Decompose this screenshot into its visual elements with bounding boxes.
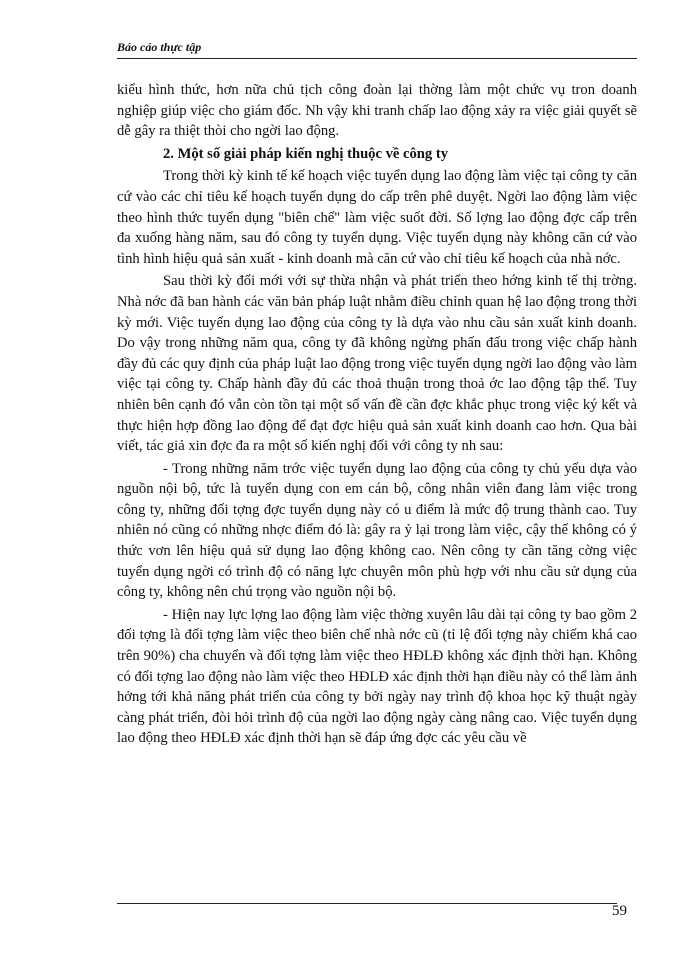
paragraph-workforce: - Hiện nay lực lợng lao động làm việc thờng xuyên lâu dài tại công ty bao gồm 2 đối tợng là đối tợng làm việc theo biên chế nhà nớc cũ (tỉ lệ đối tợng này chiếm khá cao trên 90%) cha chuyển và đối tợng làm việc theo HĐLĐ không xác định thời hạn. Không có đối tợng lao động nào làm việc theo HĐLĐ xác định thời hạn điều này có thể làm ảnh hởng tới khả năng phát triển của công ty bởi ngày nay trình độ khoa học kỹ thuật ngày càng phát triển, đòi hỏi trình độ của ngời lao động ngày càng nâng cao. Việc tuyển dụng lao động theo HĐLĐ xác định thời hạn sẽ đáp ứng đợc các yêu cầu về: [117, 606, 637, 747]
page-header-title: Báo cáo thực tập: [117, 40, 202, 54]
paragraph-internal-recruitment: - Trong những năm trớc việc tuyển dụng lao động của công ty chủ yếu dựa vào nguồn nội bộ, tức là tuyển dụng con em cán bộ, công nhân viên đang làm việc trong công ty, những đối tợng đợc tuyển dụng này có u điểm là mức độ trung thành cao. Tuy nhiên nó cũng có những nhợc điểm đó là: gây ra ỷ lại trong làm việc, cậy thế không có ý thức vơn lên hiệu quả sử dụng lao động không cao. Nên công ty cần tăng cờng việc tuyển dụng ngời có trình độ có năng lực chuyên môn phù hợp với nhu cầu sử dụng của công ty, không nên chú trọng vào nguồn nội bộ.: [117, 460, 637, 601]
paragraph-planned-economy: Trong thời kỳ kinh tế kế hoạch việc tuyển dụng lao động làm việc tại công ty căn cứ vào các chỉ tiêu kế hoạch tuyển dụng do cấp trên phê duyệt. Ngời lao động làm việc theo hình thức tuyển dụng "biên chế" làm việc suốt đời. Số lợng lao động đợc cấp trên đa xuống hàng năm, sau đó công ty tuyển dụng. Việc tuyển dụng này không căn cứ vào tình hình hiệu quả sản xuất - kinh doanh mà căn cứ vào chỉ tiêu kế hoạch của nhà nớc.: [117, 168, 637, 267]
section-heading: 2. Một số giải pháp kiến nghị thuộc về công ty: [163, 145, 449, 162]
page-number: 59: [612, 903, 627, 919]
header-divider: [117, 58, 637, 59]
document-body: [117, 80, 637, 749]
paragraph-reform-period: Sau thời kỳ đổi mới với sự thừa nhận và phát triển theo hớng kinh tế thị trờng. Nhà nớc đã ban hành các văn bản pháp luật nhằm điều chỉnh quan hệ lao động trong thời kỳ mới. Việc tuyển dụng lao động của công ty là dựa vào nhu cầu sản xuất kinh doanh. Do vậy trong những năm qua, công ty đã không ngừng phấn đấu trong việc chấp hành đầy đủ các quy định của pháp luật lao động trong việc tuyển dụng ngời lao động vào làm việc tại công ty. Chấp hành đầy đủ các thoả thuận trong thoả ớc lao động tập thể. Tuy nhiên bên cạnh đó vẫn còn tồn tại một số vấn đề cần đợc khắc phục trong việc ký kết và thực hiện hợp đồng lao động để đạt đợc hiệu quả sản xuất kinh doanh cao hơn. Qua bài viết, tác giả xin đợc đa ra một số kiến nghị đối với công ty nh sau:: [117, 273, 637, 455]
footer-divider: [117, 903, 617, 904]
paragraph-continuation: kiểu hình thức, hơn nữa chủ tịch công đoàn lại thờng làm một chức vụ tron doanh nghiệp giúp việc cho giám đốc. Nh vậy khi tranh chấp lao động xảy ra việc giải quyết sẽ dễ gây ra thiệt thòi cho ngời lao động.: [117, 82, 637, 140]
